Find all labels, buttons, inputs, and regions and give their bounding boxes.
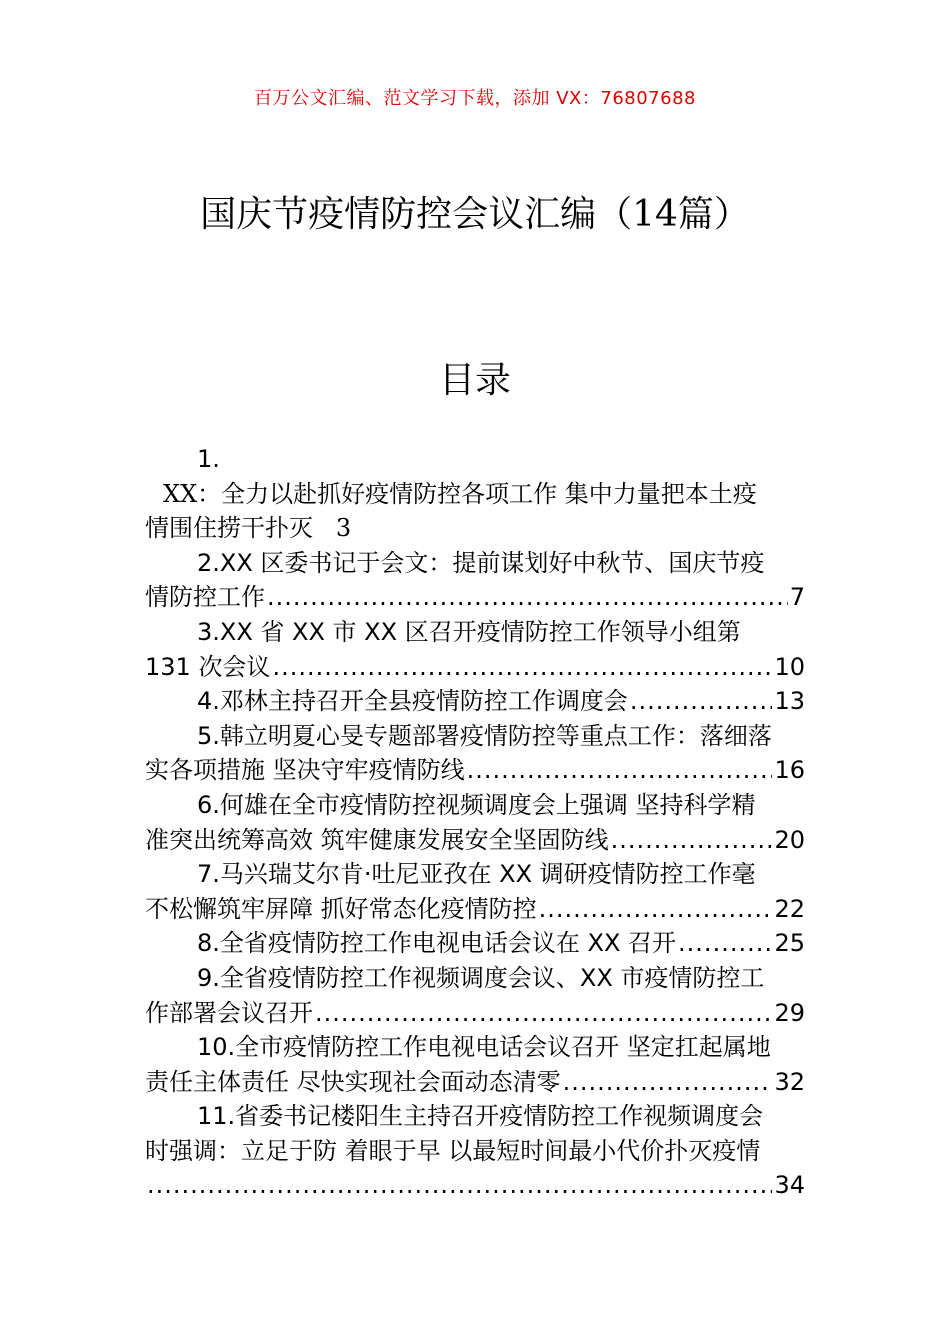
toc-entry-text: 5.韩立明夏心旻专题部署疫情防控等重点工作：落细落 (197, 721, 772, 750)
toc-entry-leader-line: 实各项措施 坚决守牢疫情防线 ..... 16 (145, 753, 805, 788)
toc-entry-11[interactable] (145, 1099, 805, 1203)
title-number: 14 (632, 194, 678, 235)
toc-page-number: 7 (789, 583, 805, 612)
toc-entry-8[interactable] (145, 926, 805, 961)
toc-entry-number: 1. (197, 445, 220, 473)
toc-entry-text: XX：全力以赴抓好疫情防控各项工作 集中力量把本土疫 (163, 479, 757, 508)
toc-heading: 目录 (438, 360, 511, 401)
toc-entry-10[interactable] (145, 1030, 805, 1099)
toc-entry-6[interactable] (145, 788, 805, 857)
toc-page-number: 29 (774, 998, 805, 1027)
toc-entry-text: 2.XX 区委书记于会文：提前谋划好中秋节、国庆节疫 (197, 548, 765, 577)
toc-entry-text: 6.何雄在全市疫情防控视频调度会上强调 坚持科学精 (197, 790, 756, 819)
dot-leader (563, 1065, 773, 1100)
header-note: 百万公文汇编、范文学习下载，添加 VX：76807688 (254, 88, 696, 109)
toc-page-number: 10 (774, 652, 805, 681)
toc-entry-text: 3.XX 省 XX 市 XX 区召开疫情防控工作领导小组第 (197, 617, 741, 646)
toc-entry-leader-line: 准突出统筹高效 筑牢健康发展安全坚固防线 ..... 20 (145, 823, 805, 858)
toc-entry-1[interactable] (145, 442, 805, 546)
toc-entry-7[interactable] (145, 857, 805, 926)
toc-entry-3[interactable] (145, 615, 805, 684)
toc-page-number: 13 (774, 687, 805, 716)
toc-entry-text: 9.全省疫情防控工作视频调度会议、XX 市疫情防控工 (197, 963, 765, 992)
toc-entry-text: 10.全市疫情防控工作电视电话会议召开 坚定扛起属地 (197, 1033, 771, 1062)
dot-leader (272, 650, 772, 685)
toc-entry-leader-line: 131 次会议 ..... 10 (145, 650, 805, 685)
toc-entry-text-cont: 时强调：立足于防 着眼于早 以最短时间最小代价扑灭疫情 (145, 1136, 761, 1165)
dot-leader (467, 753, 773, 788)
toc-page-number: 16 (774, 756, 805, 785)
toc-entry-leader-line (145, 1168, 805, 1203)
toc-page-number: 3 (335, 514, 352, 543)
toc-page-number: 25 (774, 929, 805, 958)
toc-page-number: 20 (774, 825, 805, 854)
toc-entry-leader-line: 作部署会议召开 ..... 29 (145, 996, 805, 1031)
document-title (0, 186, 950, 237)
dot-leader (147, 1168, 772, 1203)
dot-leader (611, 823, 773, 858)
toc-entry-text: 11.省委书记楼阳生主持召开疫情防控工作视频调度会 (197, 1102, 764, 1131)
toc-entry-5[interactable] (145, 719, 805, 788)
title-suffix: 篇） (677, 194, 750, 235)
toc-entry-leader-line: 8.全省疫情防控工作电视电话会议在 XX 召开 ..... 25 (145, 926, 805, 961)
dot-leader (267, 580, 788, 615)
toc-entry-2[interactable] (145, 546, 805, 615)
toc-page-number: 34 (774, 1171, 805, 1200)
toc-entry-leader-line: 情防控工作 ..... 7 (145, 580, 805, 615)
toc-entry-xx: XX (163, 479, 198, 508)
title-prefix: 国庆节疫情防控会议汇编（ (200, 194, 633, 235)
dot-leader (315, 996, 772, 1031)
table-of-contents (145, 442, 805, 1203)
toc-entry-leader-line: 责任主体责任 尽快实现社会面动态清零 ..... 32 (145, 1065, 805, 1100)
toc-entry-leader-line: 不松懈筑牢屏障 抓好常态化疫情防控 ..... 22 (145, 892, 805, 927)
toc-entry-4[interactable] (145, 684, 805, 719)
toc-entry-9[interactable] (145, 961, 805, 1030)
toc-page-number: 32 (774, 1067, 805, 1096)
toc-entry-leader-line: 4.邓林主持召开全县疫情防控工作调度会 ..... 13 (145, 684, 805, 719)
dot-leader (630, 684, 773, 719)
dot-leader (678, 926, 772, 961)
dot-leader (539, 892, 773, 927)
toc-entry-text-cont: 情围住捞干扑灭 3 (145, 514, 352, 543)
toc-page-number: 22 (774, 894, 805, 923)
toc-entry-text: 7.马兴瑞艾尔肯·吐尼亚孜在 XX 调研疫情防控工作毫 (197, 860, 756, 889)
